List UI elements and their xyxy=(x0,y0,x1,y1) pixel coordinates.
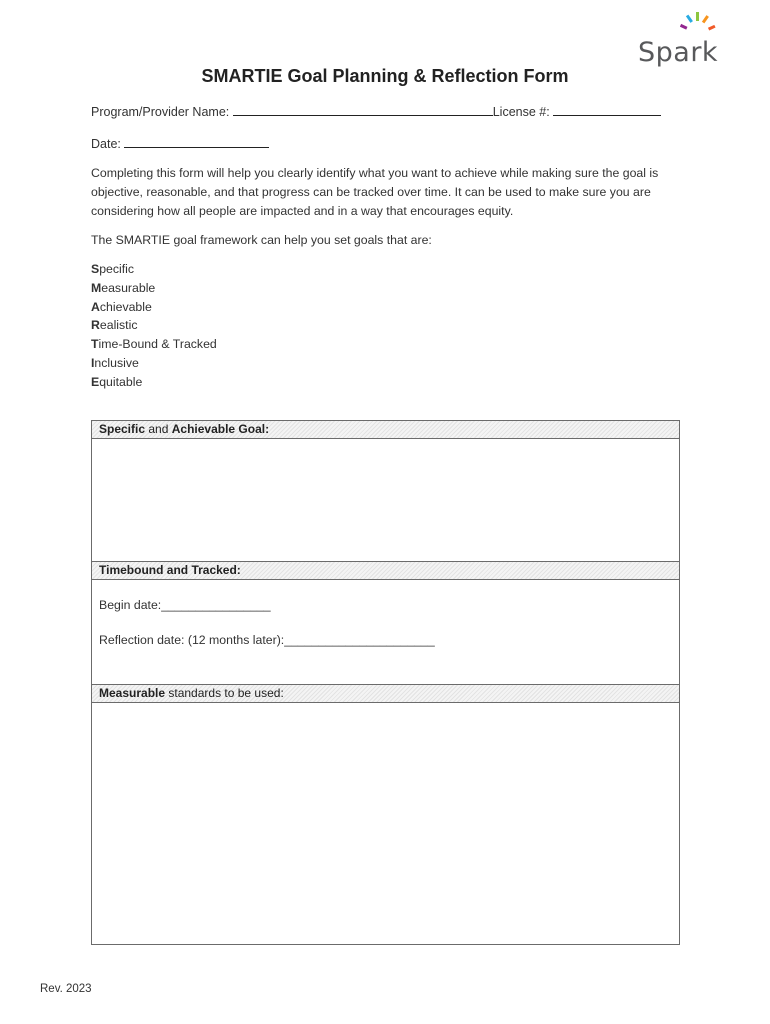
list-item: Achievable xyxy=(91,299,152,314)
measurable-section-header: Measurable standards to be used: xyxy=(92,685,679,703)
list-item: Measurable xyxy=(91,280,156,295)
intro-paragraph: Completing this form will help you clearly identify what you want to achieve while making sure the goal is objective, reasonable, and that progress can be tracked over time. It can be used to make sure you are considering how all people are impacted and in a way that encourages equity. xyxy=(91,166,659,218)
list-item: Inclusive xyxy=(91,355,139,370)
timebound-section-header: Timebound and Tracked: xyxy=(92,562,679,580)
license-label: License #: xyxy=(492,105,550,119)
program-name-field[interactable] xyxy=(233,104,493,116)
program-license-line xyxy=(91,104,661,119)
smartie-list xyxy=(91,260,217,392)
goal-section-header: Specific and Achievable Goal: xyxy=(92,421,679,439)
license-number-field[interactable] xyxy=(553,104,661,116)
list-item: Specific xyxy=(91,262,135,276)
revision-footer: Rev. 2023 xyxy=(40,983,92,995)
goal-input-area[interactable] xyxy=(92,439,679,561)
list-item: Realistic xyxy=(91,318,138,333)
begin-date-field[interactable]: Begin date:________________ xyxy=(99,598,271,612)
spark-logo-text: Spark xyxy=(638,37,719,68)
list-item: Equitable xyxy=(91,374,143,389)
goal-section xyxy=(91,420,680,562)
spark-burst-icon xyxy=(680,12,720,40)
spark-logo xyxy=(636,12,726,68)
measurable-section xyxy=(91,684,680,945)
timebound-section xyxy=(91,561,680,685)
list-item: Time-Bound & Tracked xyxy=(91,337,217,352)
reflection-date-field[interactable]: Reflection date: (12 months later):______________________ xyxy=(99,633,435,647)
program-label: Program/Provider Name: xyxy=(91,105,230,119)
date-field[interactable] xyxy=(124,136,269,148)
date-line xyxy=(91,136,269,151)
date-label: Date: xyxy=(91,137,121,151)
form-title: SMARTIE Goal Planning & Reflection Form xyxy=(201,66,569,86)
measurable-input-area[interactable] xyxy=(92,703,679,944)
timebound-body xyxy=(92,580,679,684)
framework-intro: The SMARTIE goal framework can help you set goals that are: xyxy=(91,233,432,247)
